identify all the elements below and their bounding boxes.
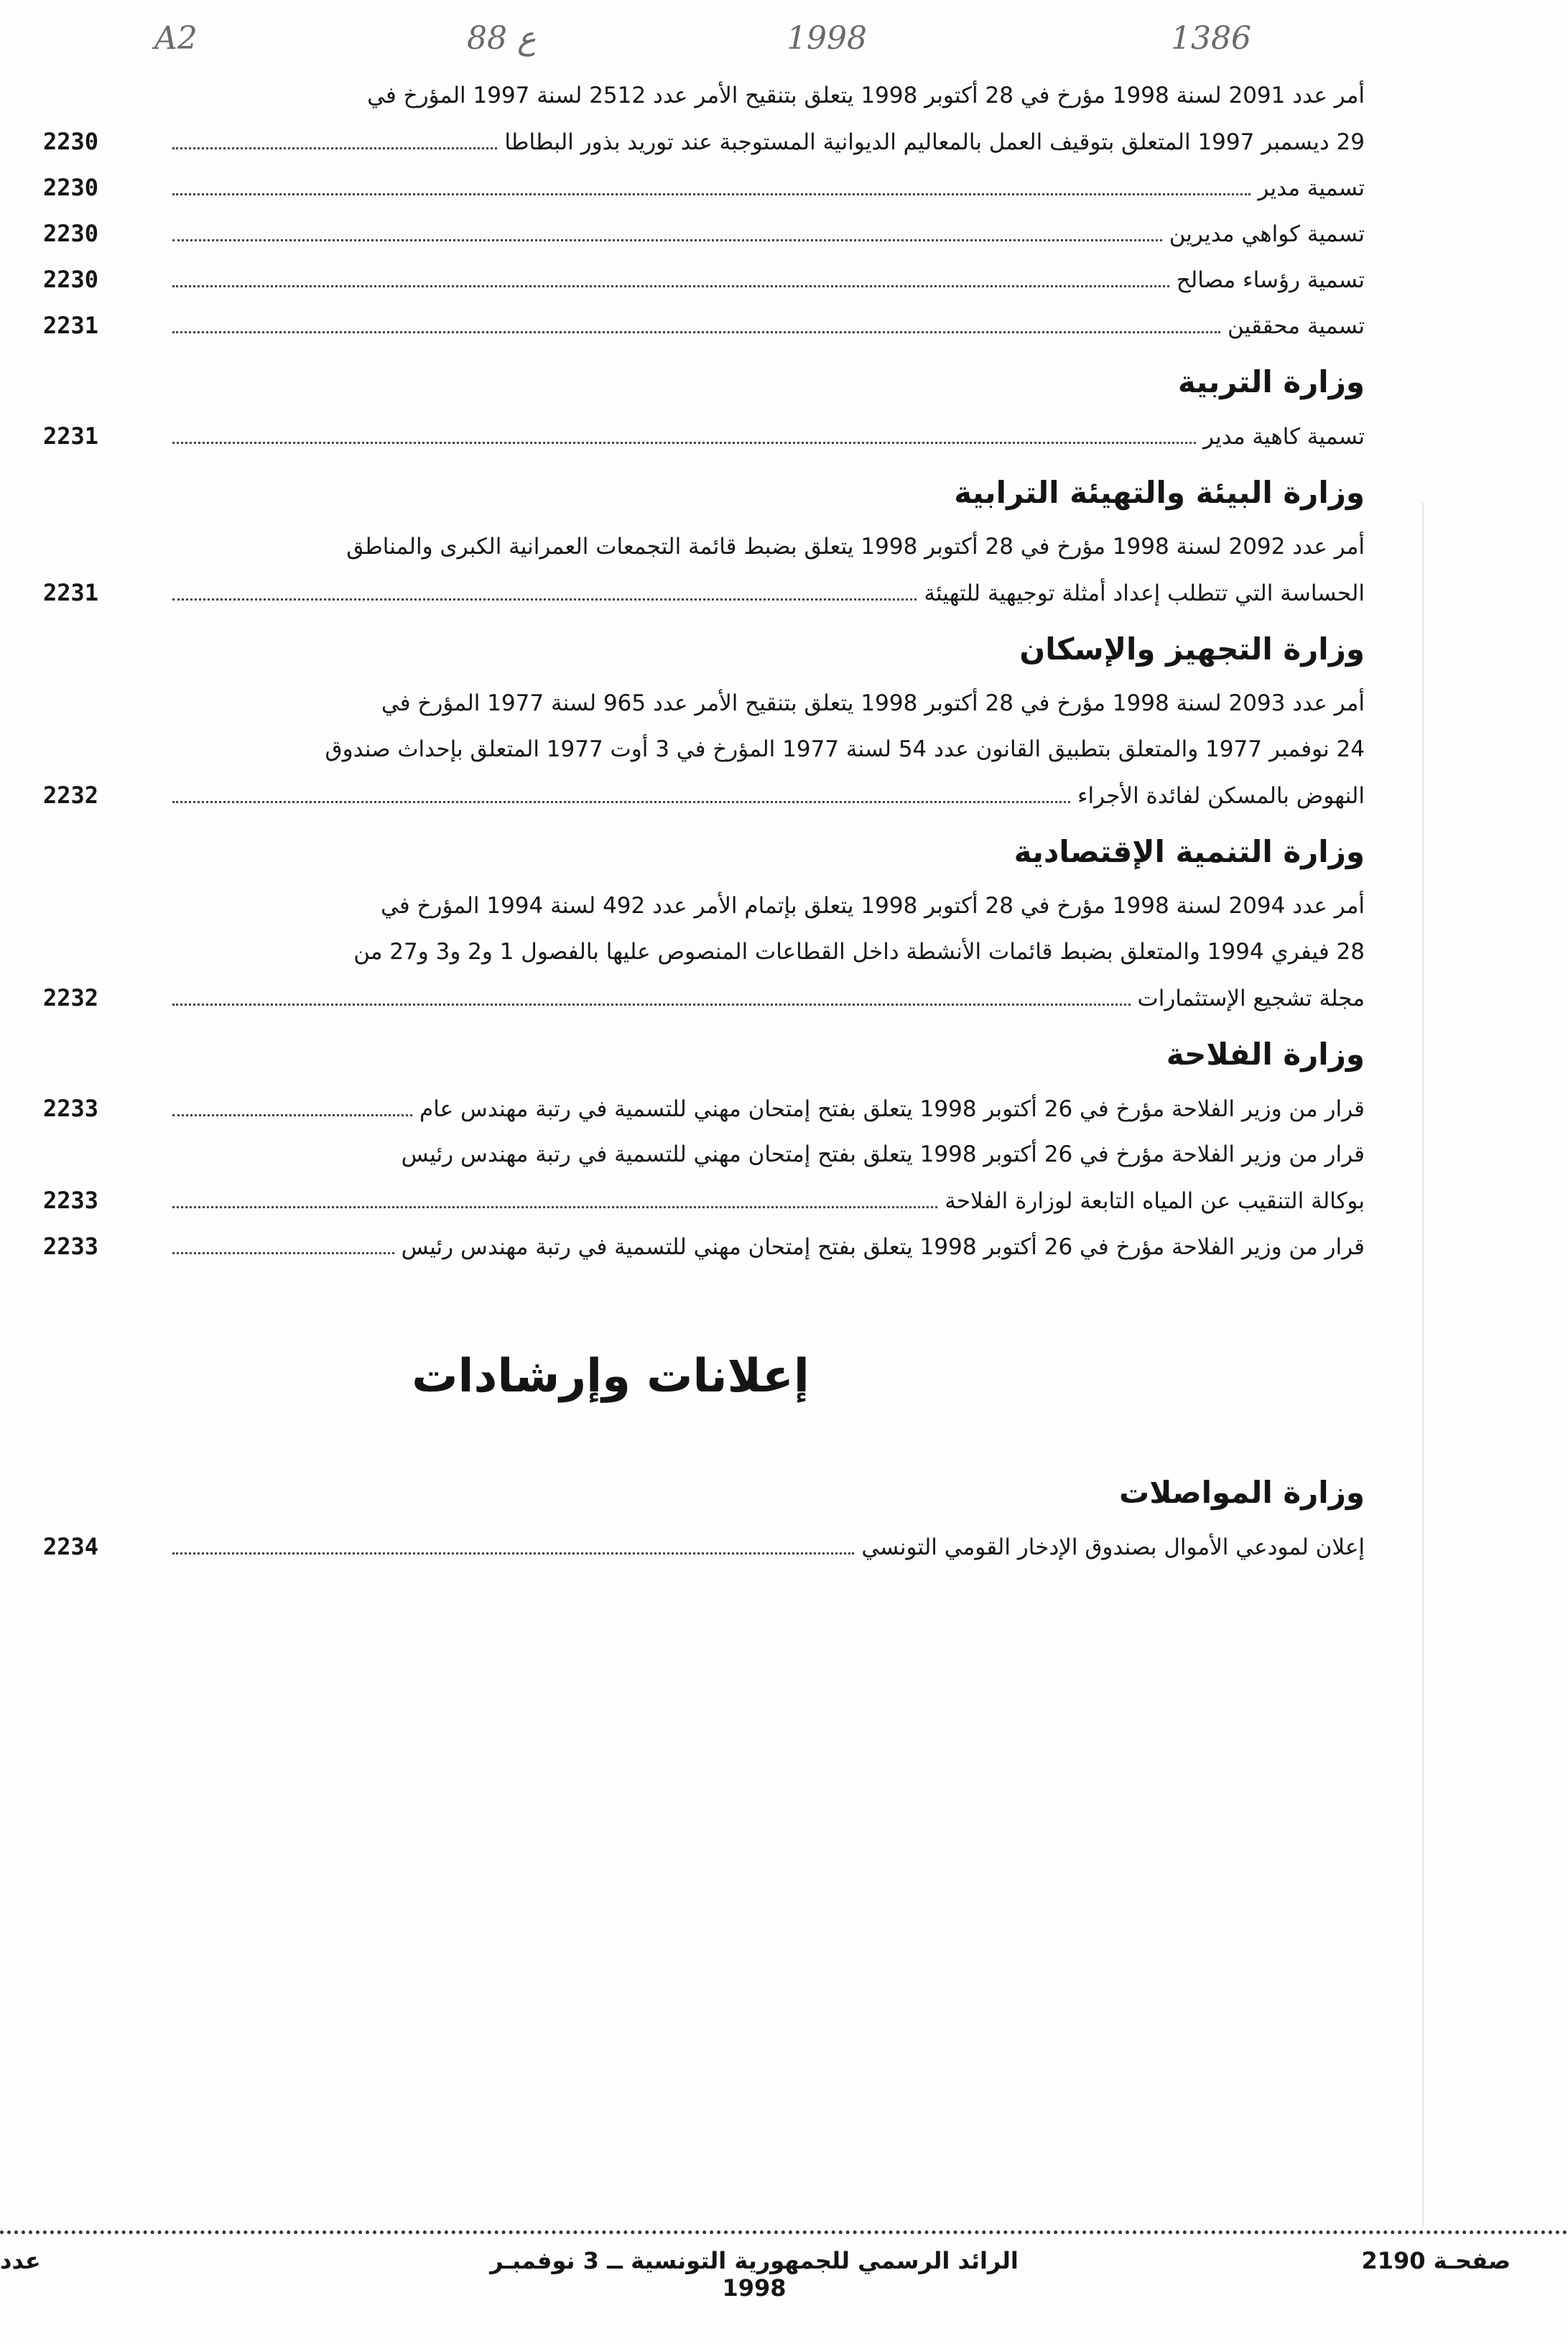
toc-entry-line	[43, 1131, 1365, 1177]
entry-page-number: 2230	[43, 174, 99, 201]
entry-page-number: 2231	[43, 312, 99, 339]
toc-entry	[43, 302, 1365, 348]
dot-leader	[172, 1205, 937, 1208]
toc-entry	[43, 1131, 1365, 1223]
entry-text: أمر عدد 2094 لسنة 1998 مؤرخ في 28 أكتوبر 1998 يتعلق بإتمام الأمر عدد 492 لسنة 1994 المؤرخ في	[381, 893, 1365, 919]
entry-text: قرار من وزير الفلاحة مؤرخ في 26 أكتوبر 1998 يتعلق بفتح إمتحان مهني للتسمية في رتبة مهندس رئيس	[401, 1234, 1365, 1260]
toc-entry	[43, 882, 1365, 1020]
toc-entry	[43, 72, 1365, 164]
toc-entry-line	[43, 210, 1365, 256]
dot-leader	[172, 1003, 1131, 1006]
toc-entry	[43, 1085, 1365, 1131]
toc-entry-line	[43, 1223, 1365, 1269]
entry-text: أمر عدد 2093 لسنة 1998 مؤرخ في 28 أكتوبر 1998 يتعلق بتنقيح الأمر عدد 965 لسنة 1977 المؤرخ في	[381, 690, 1365, 716]
dot-leader	[172, 598, 917, 601]
handwritten-note-4: 1386	[1171, 20, 1251, 57]
handwritten-note-1: A2	[154, 20, 198, 57]
handwritten-note-2: 88 ع	[467, 20, 537, 57]
dot-leader	[172, 800, 1070, 803]
entry-text: الحساسة التي تتطلب إعداد أمثلة توجيهية للتهيئة	[924, 580, 1365, 606]
entry-page-number: 2234	[43, 1533, 99, 1560]
toc-entry-line	[43, 772, 1365, 817]
toc-entry-line	[43, 882, 1365, 928]
handwritten-note-3: 1998	[787, 20, 867, 57]
entry-text: أمر عدد 2092 لسنة 1998 مؤرخ في 28 أكتوبر 1998 يتعلق بضبط قائمة التجمعات العمرانية الكبرى والمناطق	[346, 534, 1365, 560]
entry-text: 29 ديسمبر 1997 المتعلق بتوقيف العمل بالمعاليم الديوانية المستوجبة عند توريد بذور البطاطا	[504, 129, 1365, 155]
entry-text: مجلة تشجيع الإستثمارات	[1137, 986, 1365, 1011]
dot-leader	[172, 1552, 854, 1555]
dot-leader	[172, 284, 1169, 287]
show-through-shadow	[1422, 503, 1452, 2227]
entry-text: قرار من وزير الفلاحة مؤرخ في 26 أكتوبر 1998 يتعلق بفتح إمتحان مهني للتسمية في رتبة مهندس رئيس	[401, 1141, 1365, 1167]
entry-text: تسمية كواهي مديرين	[1169, 221, 1365, 247]
entry-text: 24 نوفمبر 1977 والمتعلق بتطبيق القانون عدد 54 لسنة 1977 المؤرخ في 3 أوت 1977 المتعلق بإحداث صندوق	[325, 736, 1365, 762]
entry-page-number: 2230	[43, 266, 99, 293]
toc-entry	[43, 412, 1365, 458]
dot-leader	[172, 1251, 394, 1254]
dot-leader	[172, 441, 1196, 444]
toc-entry	[43, 1523, 1365, 1569]
toc-entry	[43, 164, 1365, 210]
announcements-title: إعلانات وإرشادات	[412, 1350, 809, 1403]
toc-entry	[43, 523, 1365, 615]
toc-entry	[43, 210, 1365, 256]
issue-fragment: عدد	[0, 2247, 41, 2274]
entry-page-number: 2233	[43, 1095, 99, 1122]
table-of-contents	[43, 72, 1365, 1569]
toc-entry	[43, 1223, 1365, 1269]
entry-text: أمر عدد 2091 لسنة 1998 مؤرخ في 28 أكتوبر 1998 يتعلق بتنقيح الأمر عدد 2512 لسنة 1997 المؤرخ في	[367, 83, 1365, 108]
entry-page-number: 2230	[43, 220, 99, 247]
ministry-heading: وزارة التجهيز والإسكان	[1019, 631, 1365, 667]
toc-entry-line	[43, 928, 1365, 974]
dot-leader	[172, 147, 497, 149]
dot-leader	[172, 1113, 412, 1116]
entry-text: قرار من وزير الفلاحة مؤرخ في 26 أكتوبر 1998 يتعلق بفتح إمتحان مهني للتسمية في رتبة مهندس عام	[419, 1096, 1365, 1122]
entry-text: تسمية محققين	[1228, 313, 1365, 339]
entry-text: النهوض بالمسكن لفائدة الأجراء	[1077, 783, 1365, 809]
entry-text: تسمية كاهية مدير	[1202, 424, 1365, 450]
toc-entry	[43, 256, 1365, 302]
ministry-heading: وزارة البيئة والتهيئة الترابية	[954, 475, 1365, 510]
entry-page-number: 2230	[43, 128, 99, 155]
toc-entry-line	[43, 256, 1365, 302]
ministry-heading: وزارة التربية	[1177, 364, 1365, 399]
toc-entry-line	[43, 1085, 1365, 1131]
dot-leader	[172, 330, 1220, 333]
toc-entry-line	[43, 1177, 1365, 1223]
toc-entry-line	[43, 726, 1365, 772]
dot-leader	[172, 238, 1162, 241]
toc-entry-line	[43, 302, 1365, 348]
handwritten-annotations	[0, 7, 1568, 72]
footer-rule	[0, 2230, 1568, 2234]
toc-entry-line	[43, 412, 1365, 458]
toc-entry-line	[43, 72, 1365, 118]
ministry-heading: وزارة المواصلات	[1118, 1475, 1365, 1510]
toc-entry-line	[43, 569, 1365, 615]
entry-page-number: 2232	[43, 984, 99, 1011]
toc-entry-line	[43, 164, 1365, 210]
entry-text: 28 فيفري 1994 والمتعلق بضبط قائمات الأنشطة داخل القطاعات المنصوص عليها بالفصول 1 و2 و3 و27 من	[353, 939, 1365, 965]
toc-entry	[43, 680, 1365, 817]
toc-entry-line	[43, 974, 1365, 1020]
ministry-heading: وزارة التنمية الإقتصادية	[1013, 834, 1365, 869]
page-footer	[0, 2247, 1568, 2302]
toc-entry-line	[43, 680, 1365, 726]
page-number: صفحـة 2190	[1361, 2247, 1511, 2274]
entry-text: تسمية رؤساء مصالح	[1176, 267, 1365, 293]
toc-entry-line	[43, 118, 1365, 164]
entry-text: تسمية مدير	[1258, 175, 1365, 201]
entry-page-number: 2231	[43, 422, 99, 450]
dot-leader	[172, 193, 1251, 195]
toc-entry-line	[43, 523, 1365, 569]
entry-page-number: 2231	[43, 579, 99, 606]
entry-text: بوكالة التنقيب عن المياه التابعة لوزارة الفلاحة	[945, 1188, 1365, 1214]
journal-title: الرائد الرسمي للجمهورية التونسية ــ 3 نوفمبـر 1998	[490, 2247, 1019, 2302]
entry-page-number: 2233	[43, 1233, 99, 1260]
toc-entry-line	[43, 1523, 1365, 1569]
entry-page-number: 2232	[43, 782, 99, 809]
ministry-heading: وزارة الفلاحة	[1166, 1037, 1365, 1072]
entry-page-number: 2233	[43, 1187, 99, 1214]
entry-text: إعلان لمودعي الأموال بصندوق الإدخار القومي التونسي	[861, 1534, 1365, 1560]
